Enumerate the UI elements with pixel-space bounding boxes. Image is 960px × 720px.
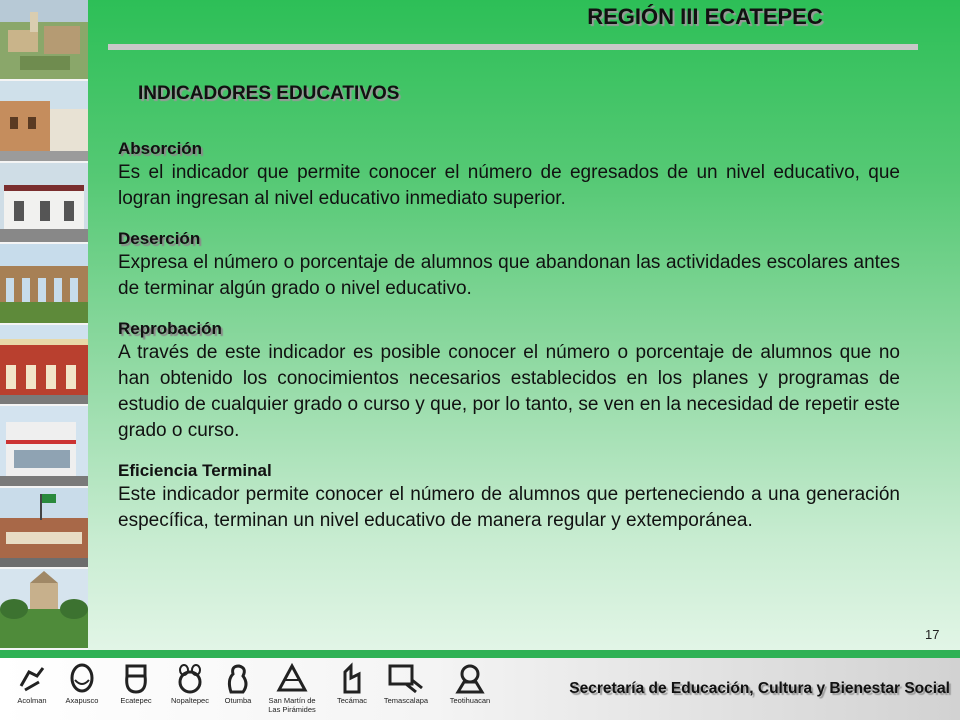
region-title: REGIÓN III ECATEPEC bbox=[587, 4, 823, 29]
photo-modern-building bbox=[0, 406, 88, 487]
axapusco-glyph-icon bbox=[65, 662, 99, 696]
acolman-glyph-icon bbox=[15, 662, 49, 696]
organization-name: Secretaría de Educación, Cultura y Bienestar Social bbox=[569, 680, 950, 697]
page-number: 17 bbox=[925, 627, 940, 642]
section-title: INDICADORES EDUCATIVOS bbox=[138, 83, 400, 104]
photo-strip bbox=[0, 0, 88, 650]
municipality-tecamac: Tecámac bbox=[322, 658, 382, 705]
municipality-axapusco: Axapusco bbox=[52, 658, 112, 705]
footer bbox=[0, 658, 960, 720]
municipality-otumba: Otumba bbox=[208, 658, 268, 705]
indicator-description: Expresa el número o porcentaje de alumnos que abandonan las actividades escolares antes de terminar algún grado o nivel educativo. bbox=[118, 252, 900, 299]
photo-aqueduct bbox=[0, 244, 88, 325]
indicator-term: Absorción bbox=[118, 139, 203, 158]
municipality-glyphs bbox=[0, 658, 505, 720]
indicator-list bbox=[118, 138, 900, 550]
tecamac-glyph-icon bbox=[335, 662, 369, 696]
indicator-eficiencia-terminal bbox=[118, 460, 900, 534]
header-divider bbox=[108, 44, 918, 50]
otumba-glyph-icon bbox=[221, 662, 255, 696]
municipality-nopaltepec: Nopaltepec bbox=[160, 658, 220, 705]
municipality-acolman: Acolman bbox=[2, 658, 62, 705]
indicator-term: Deserción bbox=[118, 229, 201, 248]
indicator-description: A través de este indicador es posible conocer el número o porcentaje de alumnos que no han obtenido los conocimientos necesarios establecidos en los planes y programas de estudio de cualquier grado o curso y que, por lo tanto, se ven en la necesidad de repetir este grado o curso. bbox=[118, 342, 900, 441]
indicator-desercion bbox=[118, 228, 900, 302]
ecatepec-glyph-icon bbox=[119, 662, 153, 696]
teotihuacan-glyph-icon bbox=[450, 662, 490, 696]
municipality-san-martin: San Martín de Las Pirámides bbox=[262, 658, 322, 714]
municipality-ecatepec: Ecatepec bbox=[106, 658, 166, 705]
photo-park-church bbox=[0, 569, 88, 650]
indicator-description: Este indicador permite conocer el número de alumnos que perteneciendo a una generación específica, terminan un nivel educativo de manera regular y extemporánea. bbox=[118, 484, 900, 531]
indicator-description: Es el indicador que permite conocer el número de egresados de un nivel educativo, que logran ingresan al nivel educativo inmediato superior. bbox=[118, 162, 900, 209]
indicator-term: Eficiencia Terminal bbox=[118, 461, 272, 480]
indicator-term: Reprobación bbox=[118, 319, 222, 338]
san-martin-glyph-icon bbox=[275, 662, 309, 696]
photo-red-arcade bbox=[0, 325, 88, 406]
temascalapa-glyph-icon bbox=[386, 662, 426, 696]
photo-town-aerial bbox=[0, 0, 88, 81]
municipality-teotihuacan: Teotihuacan bbox=[440, 658, 500, 705]
indicator-absorcion bbox=[118, 138, 900, 212]
indicator-reprobacion bbox=[118, 318, 900, 444]
photo-white-building bbox=[0, 163, 88, 244]
nopaltepec-glyph-icon bbox=[173, 662, 207, 696]
footer-accent-bar bbox=[0, 650, 960, 658]
municipality-temascalapa: Temascalapa bbox=[376, 658, 436, 705]
photo-colonial-street bbox=[0, 81, 88, 162]
photo-city-hall bbox=[0, 488, 88, 569]
